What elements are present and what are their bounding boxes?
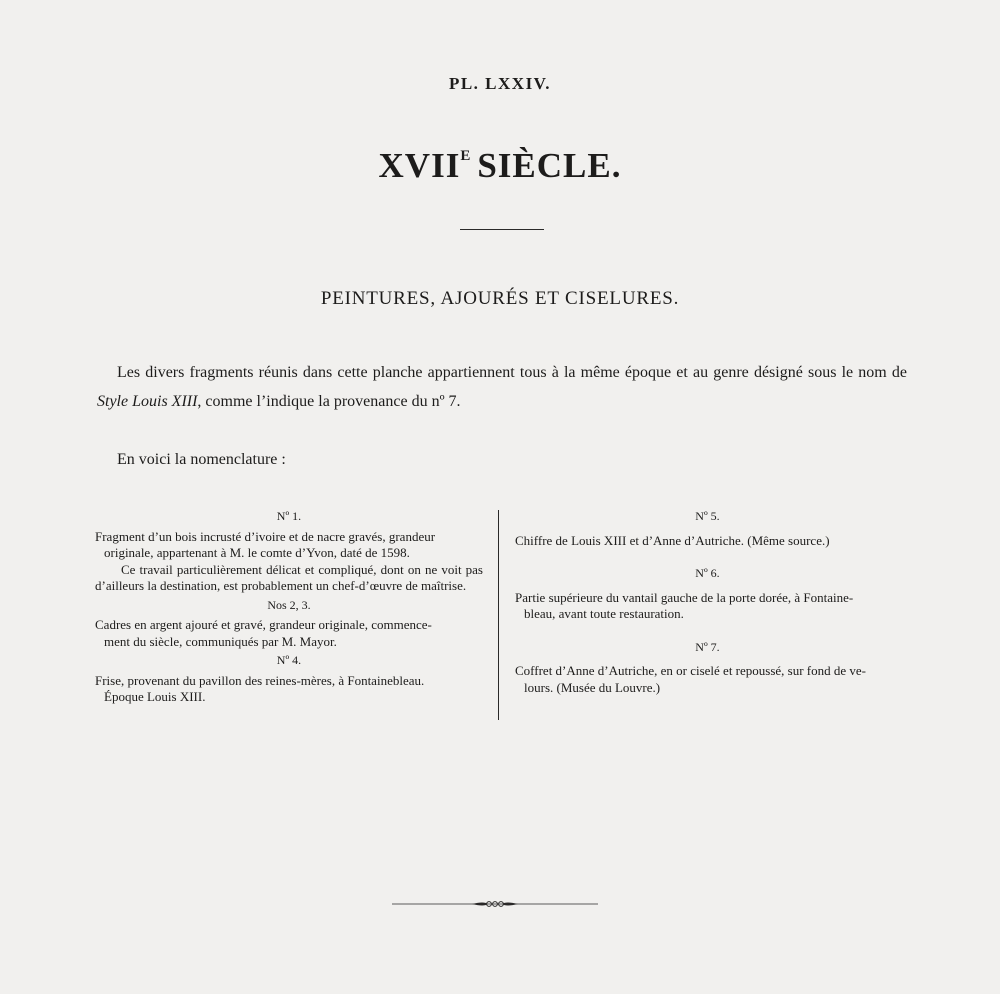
intro-style-name: Style Louis XIII (97, 393, 198, 410)
entry-7-line-1: Coffret d’Anne d’Autriche, en or ciselé et repoussé, sur fond de ve- (515, 663, 866, 678)
century-word: SIÈCLE. (477, 146, 622, 185)
entry-1-line-1: Fragment d’un bois incrusté d’ivoire et de nacre gravés, grandeur (95, 528, 436, 544)
entry-5-number: Nº 5. (695, 509, 720, 523)
left-column (95, 508, 483, 706)
entry-6-line-2: bleau, avant toute restauration. (524, 606, 684, 621)
plate-number: PL. LXXIV. (448, 74, 552, 93)
right-column (515, 508, 900, 696)
ornament-divider-icon (392, 896, 598, 912)
entry-4-line-1: Frise, provenant du pavillon des reines-mères, à Fontainebleau. (95, 672, 425, 688)
entry-1-line-2: originale, appartenant à M. le comte d’Yvon, daté de 1598. (104, 545, 410, 560)
century-superscript: E (460, 148, 472, 165)
section-heading: PEINTURES, AJOURÉS ET CISELURES. (320, 288, 680, 309)
entry-6-number: Nº 6. (695, 566, 720, 580)
entry-7-text (515, 663, 900, 696)
entry-2-3-line-2: ment du siècle, communiqués par M. Mayor. (104, 633, 337, 649)
title-rule (460, 229, 544, 230)
entry-7-line-2: lours. (Musée du Louvre.) (524, 679, 661, 695)
entry-2-3-line-1: Cadres en argent ajouré et gravé, grandeur originale, commence- (95, 617, 432, 632)
entry-4-number: Nº 4. (276, 653, 302, 667)
entry-5-text: Chiffre de Louis XIII et d’Anne d’Autriche. (Même source.) (515, 532, 830, 548)
century-title (0, 146, 1000, 186)
entry-7-number: Nº 7. (695, 639, 720, 654)
entry-4-line-2: Époque Louis XIII. (104, 689, 206, 704)
intro-paragraph (97, 358, 907, 416)
intro-text-start: Les divers fragments réunis dans cette planche appartiennent tous à la même époque et au genre désigné sous le nom de (117, 364, 907, 381)
entry-1-number: Nº 1. (276, 509, 302, 523)
column-divider (498, 510, 499, 720)
entry-6-text (515, 590, 900, 623)
nomenclature-intro: En voici la nomenclature : (117, 451, 286, 468)
century-numeral: XVII (378, 146, 461, 185)
intro-text-end: , comme l’indique la provenance du nº 7. (197, 393, 461, 410)
entry-1-text (95, 529, 483, 595)
entry-2-3-text (95, 617, 483, 650)
entry-6-line-1: Partie supérieure du vantail gauche de la porte dorée, à Fontaine- (515, 589, 854, 605)
entry-2-3-number: Nos 2, 3. (267, 597, 311, 612)
entry-1-paragraph: Ce travail particulièrement délicat et compliqué, dont on ne voit pas d’ailleurs la destination, est probablement un chef-d’œuvre de maîtrise. (95, 561, 483, 593)
entry-4-text (95, 673, 483, 706)
